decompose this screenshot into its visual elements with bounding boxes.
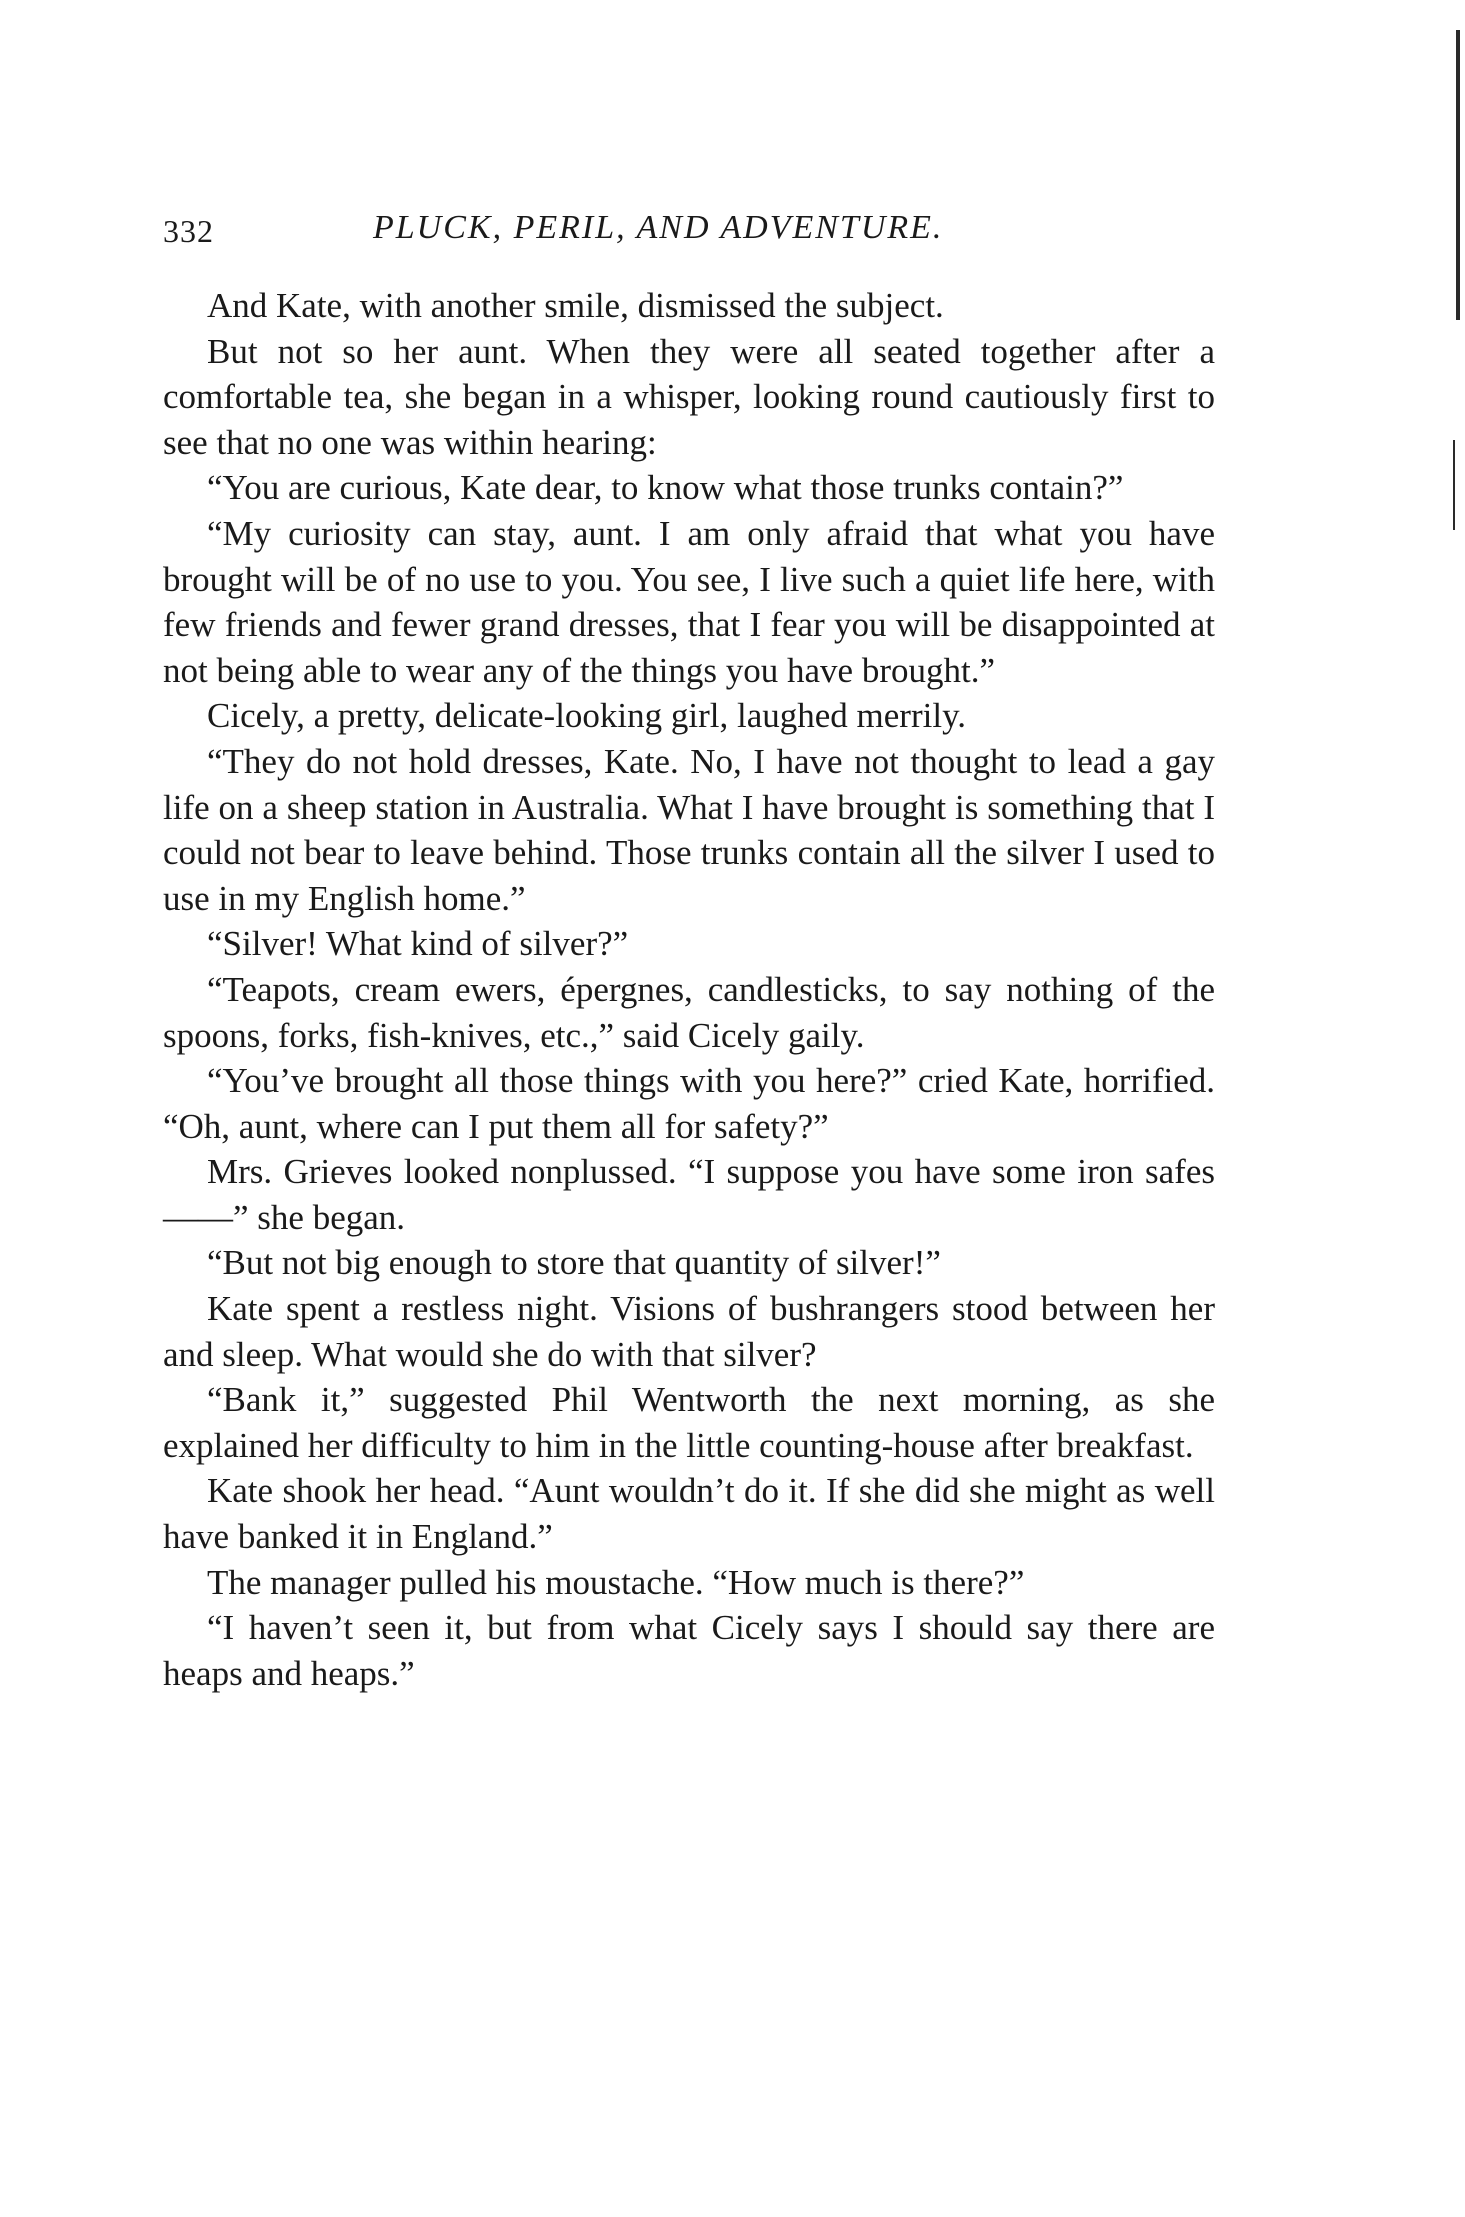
paragraph: “They do not hold dresses, Kate. No, I have not thought to lead a gay life on a sheep station in Australia. What I have brought is something that I could not bear to leave behind. Those trunks contain all the silver I used to use in my English home.”: [163, 741, 1215, 918]
paragraph: “I haven’t seen it, but from what Cicely says I should say there are heaps and heaps.”: [163, 1608, 1215, 1693]
page-edge-mark: [1456, 30, 1460, 320]
paragraph: Kate shook her head. “Aunt wouldn’t do it. If she did she might as well have banked it in England.”: [163, 1471, 1215, 1557]
page-edge-mark: [1453, 440, 1455, 530]
paragraph: And Kate, with another smile, dismissed the subject.: [207, 286, 944, 325]
paragraph: “But not big enough to store that quantity of silver!”: [207, 1243, 941, 1283]
paragraph: “You’ve brought all those things with you here?” cried Kate, horrified. “Oh, aunt, where can I put them all for safety?”: [163, 1061, 1215, 1146]
paragraph: Kate spent a restless night. Visions of bushrangers stood between her and sleep. What would she do with that silver?: [163, 1289, 1215, 1374]
paragraph: “Bank it,” suggested Phil Wentworth the next morning, as she explained her difficulty to him in the little counting-house after breakfast.: [163, 1380, 1215, 1465]
paragraph: But not so her aunt. When they were all seated together after a comfortable tea, she began in a whisper, looking round cautiously first to see that no one was within hearing:: [163, 331, 1215, 462]
paragraph: “You are curious, Kate dear, to know what those trunks contain?”: [207, 468, 1124, 508]
paragraph: “Silver! What kind of silver?”: [207, 924, 629, 964]
page-header: [163, 205, 1213, 255]
paragraph: Cicely, a pretty, delicate-looking girl, laughed merrily.: [207, 696, 967, 736]
running-title: PLUCK, PERIL, AND ADVENTURE.: [373, 209, 944, 246]
paragraph: “Teapots, cream ewers, épergnes, candlesticks, to say nothing of the spoons, forks, fish-knives, etc.,” said Cicely gaily.: [163, 969, 1215, 1055]
body-text: [163, 283, 1215, 1696]
paragraph: The manager pulled his moustache. “How much is there?”: [207, 1562, 1025, 1602]
page-number: 332: [163, 213, 214, 249]
paragraph: “My curiosity can stay, aunt. I am only afraid that what you have brought will be of no use to you. You see, I live such a quiet life here, with few friends and fewer grand dresses, that I fear you will be disappointed at not being able to wear any of the things you have brought.”: [163, 513, 1215, 690]
paragraph: Mrs. Grieves looked nonplussed. “I suppose you have some iron safes——” she began.: [163, 1152, 1215, 1237]
